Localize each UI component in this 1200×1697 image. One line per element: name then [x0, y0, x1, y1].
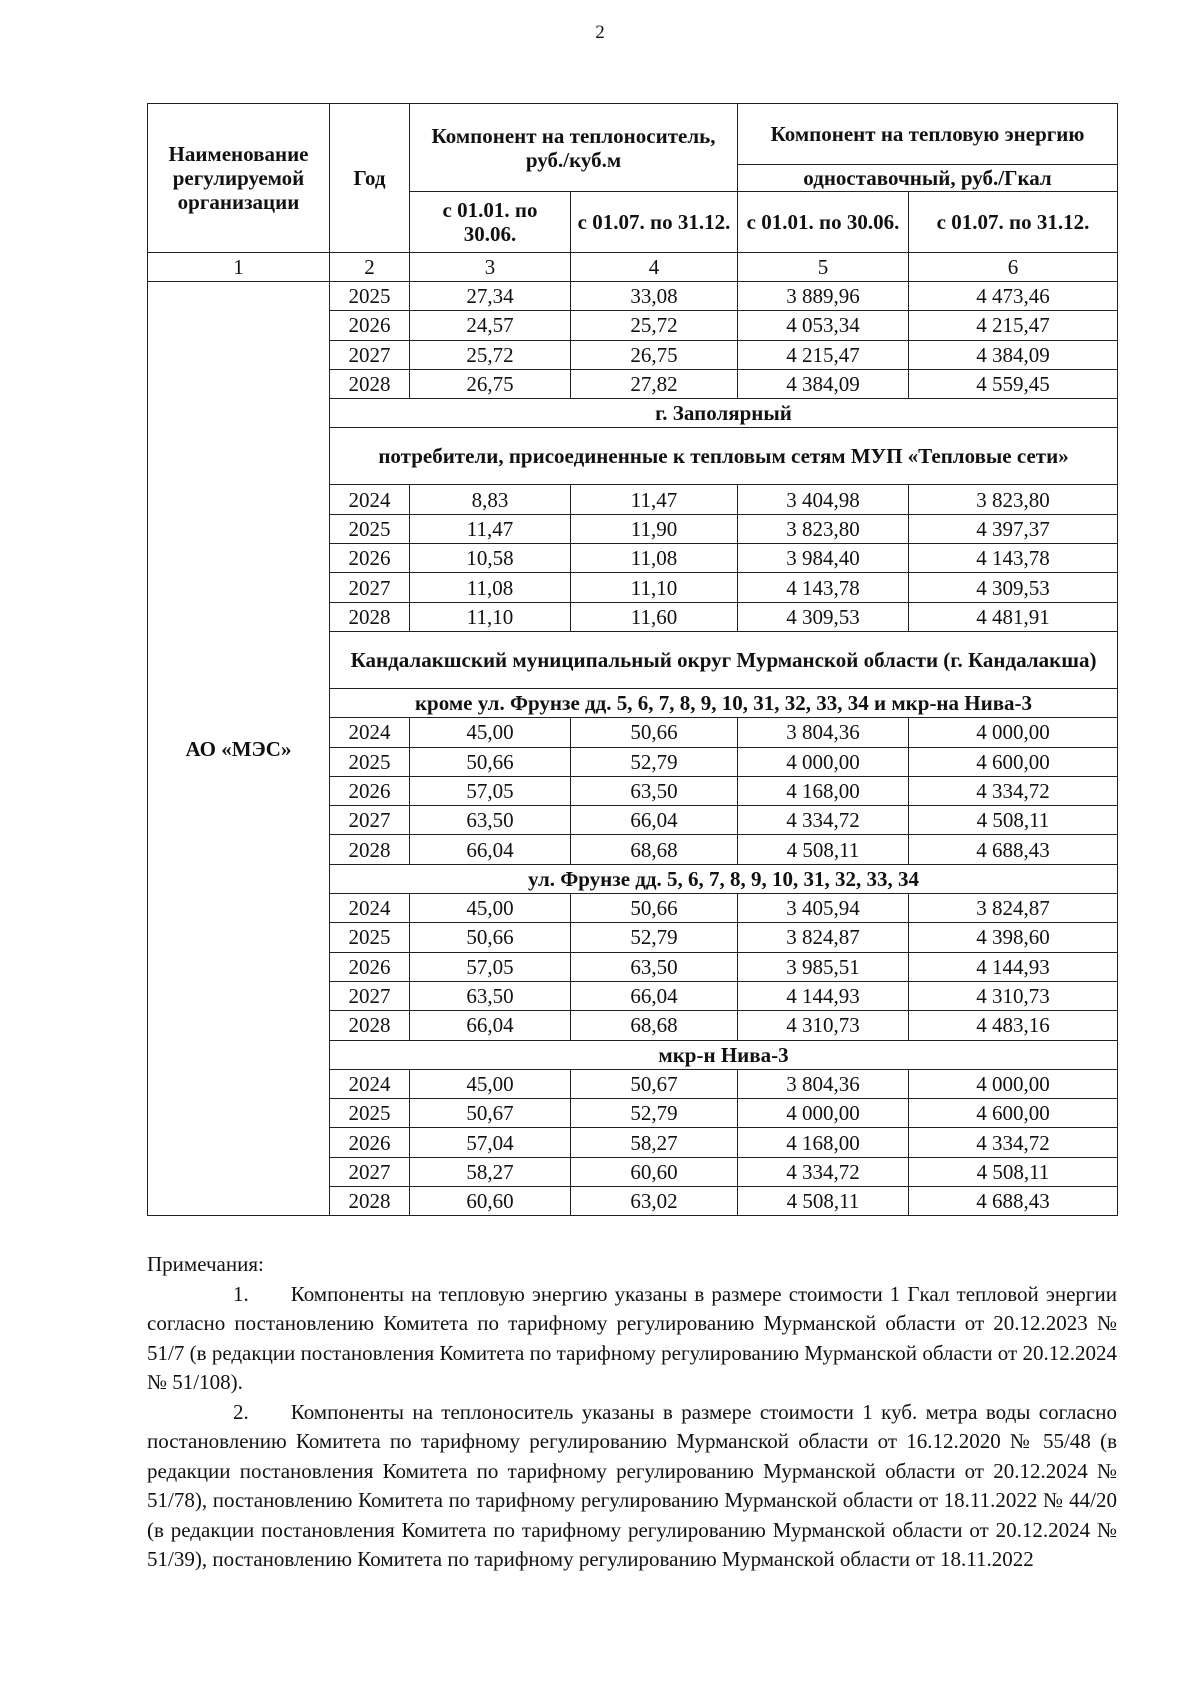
heat-h1-cell: 4 168,00	[738, 1128, 909, 1157]
heat-h1-cell: 3 804,36	[738, 718, 909, 747]
coolant-h1-cell: 24,57	[410, 311, 571, 340]
coolant-h2-cell: 66,04	[571, 981, 738, 1010]
header-period-2: с 01.07. по 31.12.	[571, 192, 738, 253]
coolant-h2-cell: 52,79	[571, 747, 738, 776]
year-cell: 2024	[330, 485, 410, 514]
heat-h1-cell: 3 984,40	[738, 544, 909, 573]
coolant-h1-cell: 11,08	[410, 573, 571, 602]
heat-h1-cell: 4 000,00	[738, 1099, 909, 1128]
coolant-h1-cell: 10,58	[410, 544, 571, 573]
coolant-h1-cell: 58,27	[410, 1157, 571, 1186]
coolant-h1-cell: 63,50	[410, 981, 571, 1010]
year-cell: 2024	[330, 718, 410, 747]
year-cell: 2028	[330, 1011, 410, 1040]
heat-h1-cell: 4 309,53	[738, 602, 909, 631]
coolant-h2-cell: 25,72	[571, 311, 738, 340]
year-cell: 2026	[330, 952, 410, 981]
coolant-h1-cell: 57,05	[410, 952, 571, 981]
coolant-h1-cell: 66,04	[410, 835, 571, 864]
coolant-h1-cell: 60,60	[410, 1187, 571, 1216]
heat-h1-cell: 3 985,51	[738, 952, 909, 981]
coolant-h2-cell: 27,82	[571, 369, 738, 398]
note-2: 2. Компоненты на теплоноситель указаны в размере стоимости 1 куб. метра воды согласно постановлению Комитета по тарифному регулированию Мурманской области от 16.12.2020 № 55/48 (в редакции постановления Комитета по тарифному регулированию Мурманской области от 20.12.2024 № 51/78), постановлению Комитета по тарифному регулированию Мурманской области от 18.11.2022 № 44/20 (в редакции постановления Комитета по тарифному регулированию Мурманской области от 20.12.2024 № 51/39), постановлению Комитета по тарифному регулированию Мурманской области от 18.11.2022	[147, 1399, 1117, 1571]
year-cell: 2025	[330, 282, 410, 311]
heat-h1-cell: 4 508,11	[738, 1187, 909, 1216]
heat-h2-cell: 4 309,53	[909, 573, 1118, 602]
section-header: потребители, присоединенные к тепловым сетям МУП «Тепловые сети»	[330, 428, 1118, 485]
year-cell: 2027	[330, 1157, 410, 1186]
coolant-h2-cell: 50,66	[571, 894, 738, 923]
heat-h1-cell: 3 824,87	[738, 923, 909, 952]
coolant-h1-cell: 66,04	[410, 1011, 571, 1040]
header-period-1: с 01.01. по 30.06.	[410, 192, 571, 253]
organization-name: АО «МЭС»	[148, 282, 330, 1216]
section-header: мкр-н Нива-3	[330, 1040, 1118, 1069]
heat-h2-cell: 4 143,78	[909, 544, 1118, 573]
coolant-h2-cell: 63,02	[571, 1187, 738, 1216]
heat-h2-cell: 3 824,87	[909, 894, 1118, 923]
heat-h1-cell: 4 310,73	[738, 1011, 909, 1040]
year-cell: 2027	[330, 340, 410, 369]
year-cell: 2025	[330, 747, 410, 776]
column-number-row	[148, 253, 1118, 282]
heat-h2-cell: 4 483,16	[909, 1011, 1118, 1040]
heat-h2-cell: 4 000,00	[909, 718, 1118, 747]
coolant-h1-cell: 57,04	[410, 1128, 571, 1157]
coolant-h2-cell: 11,60	[571, 602, 738, 631]
coolant-h2-cell: 68,68	[571, 1011, 738, 1040]
header-period-4: с 01.07. по 31.12.	[909, 192, 1118, 253]
year-cell: 2027	[330, 573, 410, 602]
coolant-h1-cell: 45,00	[410, 1069, 571, 1098]
year-cell: 2028	[330, 369, 410, 398]
heat-h2-cell: 4 481,91	[909, 602, 1118, 631]
year-cell: 2024	[330, 894, 410, 923]
heat-h1-cell: 4 334,72	[738, 1157, 909, 1186]
column-number: 1	[148, 253, 330, 282]
coolant-h1-cell: 50,66	[410, 923, 571, 952]
column-number: 4	[571, 253, 738, 282]
heat-h1-cell: 3 823,80	[738, 514, 909, 543]
heat-h2-cell: 4 384,09	[909, 340, 1118, 369]
coolant-h1-cell: 25,72	[410, 340, 571, 369]
heat-h1-cell: 3 889,96	[738, 282, 909, 311]
year-cell: 2028	[330, 602, 410, 631]
coolant-h2-cell: 11,47	[571, 485, 738, 514]
coolant-h1-cell: 57,05	[410, 776, 571, 805]
heat-h2-cell: 4 559,45	[909, 369, 1118, 398]
coolant-h2-cell: 63,50	[571, 776, 738, 805]
column-number: 5	[738, 253, 909, 282]
column-number: 2	[330, 253, 410, 282]
year-cell: 2025	[330, 1099, 410, 1128]
heat-h2-cell: 4 600,00	[909, 747, 1118, 776]
note-1: 1. Компоненты на тепловую энергию указаны в размере стоимости 1 Гкал тепловой энергии согласно постановлению Комитета по тарифному регулированию Мурманской области от 20.12.2023 № 51/7 (в редакции постановления Комитета по тарифному регулированию Мурманской области от 20.12.2024 № 51/108).	[147, 1281, 1117, 1394]
coolant-h1-cell: 50,66	[410, 747, 571, 776]
coolant-h2-cell: 63,50	[571, 952, 738, 981]
header-period-3: с 01.01. по 30.06.	[738, 192, 909, 253]
coolant-h1-cell: 11,10	[410, 602, 571, 631]
heat-h1-cell: 3 405,94	[738, 894, 909, 923]
header-year: Год	[330, 104, 410, 253]
coolant-h2-cell: 33,08	[571, 282, 738, 311]
coolant-h2-cell: 11,90	[571, 514, 738, 543]
coolant-h2-cell: 60,60	[571, 1157, 738, 1186]
heat-h1-cell: 3 804,36	[738, 1069, 909, 1098]
heat-h2-cell: 4 398,60	[909, 923, 1118, 952]
coolant-h1-cell: 63,50	[410, 806, 571, 835]
heat-h2-cell: 4 144,93	[909, 952, 1118, 981]
coolant-h2-cell: 11,08	[571, 544, 738, 573]
heat-h2-cell: 4 508,11	[909, 1157, 1118, 1186]
coolant-h2-cell: 52,79	[571, 1099, 738, 1128]
table-row	[148, 282, 1118, 311]
heat-h2-cell: 4 215,47	[909, 311, 1118, 340]
coolant-h2-cell: 26,75	[571, 340, 738, 369]
notes-title: Примечания:	[147, 1252, 264, 1276]
year-cell: 2024	[330, 1069, 410, 1098]
notes-section	[147, 1250, 1117, 1575]
header-heat-component: Компонент на тепловую энергию	[738, 104, 1118, 165]
year-cell: 2027	[330, 806, 410, 835]
section-header: кроме ул. Фрунзе дд. 5, 6, 7, 8, 9, 10, 31, 32, 33, 34 и мкр-на Нива-3	[330, 688, 1118, 717]
year-cell: 2025	[330, 514, 410, 543]
coolant-h2-cell: 50,67	[571, 1069, 738, 1098]
coolant-h2-cell: 68,68	[571, 835, 738, 864]
heat-h1-cell: 4 384,09	[738, 369, 909, 398]
coolant-h2-cell: 50,66	[571, 718, 738, 747]
coolant-h1-cell: 8,83	[410, 485, 571, 514]
tariff-table	[147, 103, 1118, 1216]
heat-h2-cell: 4 000,00	[909, 1069, 1118, 1098]
coolant-h2-cell: 52,79	[571, 923, 738, 952]
heat-h1-cell: 4 143,78	[738, 573, 909, 602]
column-number: 6	[909, 253, 1118, 282]
section-header: Кандалакшский муниципальный округ Мурманской области (г. Кандалакша)	[330, 631, 1118, 688]
page-number: 2	[595, 22, 605, 43]
coolant-h2-cell: 11,10	[571, 573, 738, 602]
heat-h1-cell: 4 215,47	[738, 340, 909, 369]
heat-h2-cell: 4 600,00	[909, 1099, 1118, 1128]
heat-h2-cell: 4 310,73	[909, 981, 1118, 1010]
year-cell: 2026	[330, 544, 410, 573]
coolant-h1-cell: 45,00	[410, 894, 571, 923]
coolant-h1-cell: 26,75	[410, 369, 571, 398]
coolant-h1-cell: 50,67	[410, 1099, 571, 1128]
heat-h1-cell: 4 334,72	[738, 806, 909, 835]
coolant-h1-cell: 11,47	[410, 514, 571, 543]
year-cell: 2028	[330, 1187, 410, 1216]
header-heat-subheader: одноставочный, руб./Гкал	[738, 165, 1118, 192]
heat-h2-cell: 4 397,37	[909, 514, 1118, 543]
heat-h1-cell: 4 053,34	[738, 311, 909, 340]
heat-h2-cell: 4 334,72	[909, 1128, 1118, 1157]
year-cell: 2026	[330, 311, 410, 340]
heat-h1-cell: 4 144,93	[738, 981, 909, 1010]
coolant-h1-cell: 45,00	[410, 718, 571, 747]
section-header: ул. Фрунзе дд. 5, 6, 7, 8, 9, 10, 31, 32, 33, 34	[330, 864, 1118, 893]
section-header: г. Заполярный	[330, 399, 1118, 428]
heat-h1-cell: 4 000,00	[738, 747, 909, 776]
year-cell: 2028	[330, 835, 410, 864]
heat-h2-cell: 4 688,43	[909, 1187, 1118, 1216]
year-cell: 2025	[330, 923, 410, 952]
heat-h1-cell: 4 168,00	[738, 776, 909, 805]
year-cell: 2027	[330, 981, 410, 1010]
heat-h2-cell: 4 508,11	[909, 806, 1118, 835]
heat-h2-cell: 4 473,46	[909, 282, 1118, 311]
heat-h2-cell: 3 823,80	[909, 485, 1118, 514]
coolant-h2-cell: 66,04	[571, 806, 738, 835]
coolant-h1-cell: 27,34	[410, 282, 571, 311]
header-coolant-component: Компонент на теплоноситель, руб./куб.м	[410, 104, 738, 192]
coolant-h2-cell: 58,27	[571, 1128, 738, 1157]
header-org: Наименование регулируемой организации	[148, 104, 330, 253]
heat-h1-cell: 3 404,98	[738, 485, 909, 514]
heat-h1-cell: 4 508,11	[738, 835, 909, 864]
year-cell: 2026	[330, 776, 410, 805]
column-number: 3	[410, 253, 571, 282]
year-cell: 2026	[330, 1128, 410, 1157]
heat-h2-cell: 4 334,72	[909, 776, 1118, 805]
heat-h2-cell: 4 688,43	[909, 835, 1118, 864]
